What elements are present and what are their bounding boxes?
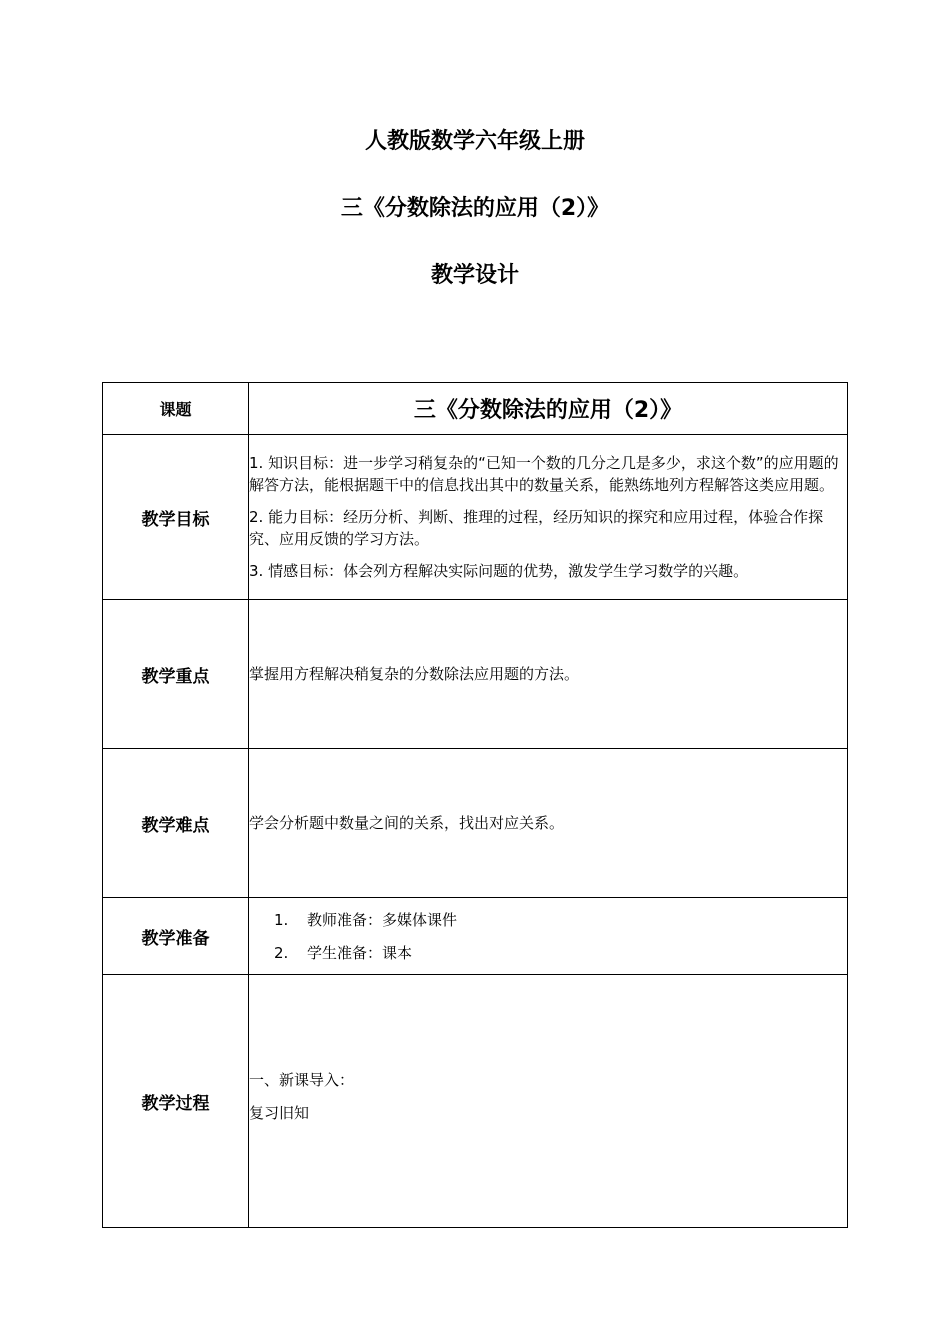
row-preparation — [103, 898, 848, 975]
row-key-points — [103, 600, 848, 749]
preparation-number: 1. — [274, 910, 289, 929]
process-line: 复习旧知 — [249, 1104, 310, 1122]
goal-item: 1. 知识目标：进一步学习稍复杂的“已知一个数的几分之几是多少，求这个数”的应用题的解答方法，能根据题干中的信息找出其中的数量关系，能熟练地列方程解答这类应用题。 — [249, 454, 839, 494]
document-title: 人教版数学六年级上册 — [364, 129, 585, 154]
row-process — [103, 975, 848, 1228]
process-line: 一、新课导入： — [249, 1071, 355, 1089]
preparation-number: 2. — [274, 943, 289, 962]
topic-value: 三《分数除法的应用（2）》 — [249, 383, 848, 435]
process-content — [249, 975, 848, 1228]
goal-item: 2. 能力目标：经历分析、判断、推理的过程，经历知识的探究和应用过程，体验合作探究、应用反馈的学习方法。 — [249, 508, 824, 548]
lesson-title: 三《分数除法的应用（2）》 — [340, 196, 610, 221]
row-topic — [103, 383, 848, 435]
preparation-label: 教学准备 — [103, 898, 249, 975]
document-subtitle: 教学设计 — [430, 263, 519, 288]
goals-label: 教学目标 — [103, 435, 249, 600]
topic-label: 课题 — [103, 383, 249, 435]
preparation-item — [249, 903, 847, 936]
preparation-item — [249, 936, 847, 969]
key-points-value: 掌握用方程解决稍复杂的分数除法应用题的方法。 — [249, 600, 848, 749]
lesson-plan-table — [102, 382, 848, 1228]
row-difficulties — [103, 749, 848, 898]
preparation-text: 学生准备：课本 — [307, 943, 413, 962]
difficulties-label: 教学难点 — [103, 749, 249, 898]
goal-item: 3. 情感目标：体会列方程解决实际问题的优势，激发学生学习数学的兴趣。 — [249, 562, 749, 580]
key-points-label: 教学重点 — [103, 600, 249, 749]
preparation-text: 教师准备：多媒体课件 — [307, 910, 458, 929]
row-goals — [103, 435, 848, 600]
goals-content — [249, 435, 848, 600]
difficulties-value: 学会分析题中数量之间的关系，找出对应关系。 — [249, 749, 848, 898]
process-label: 教学过程 — [103, 975, 249, 1228]
preparation-content — [249, 898, 848, 975]
